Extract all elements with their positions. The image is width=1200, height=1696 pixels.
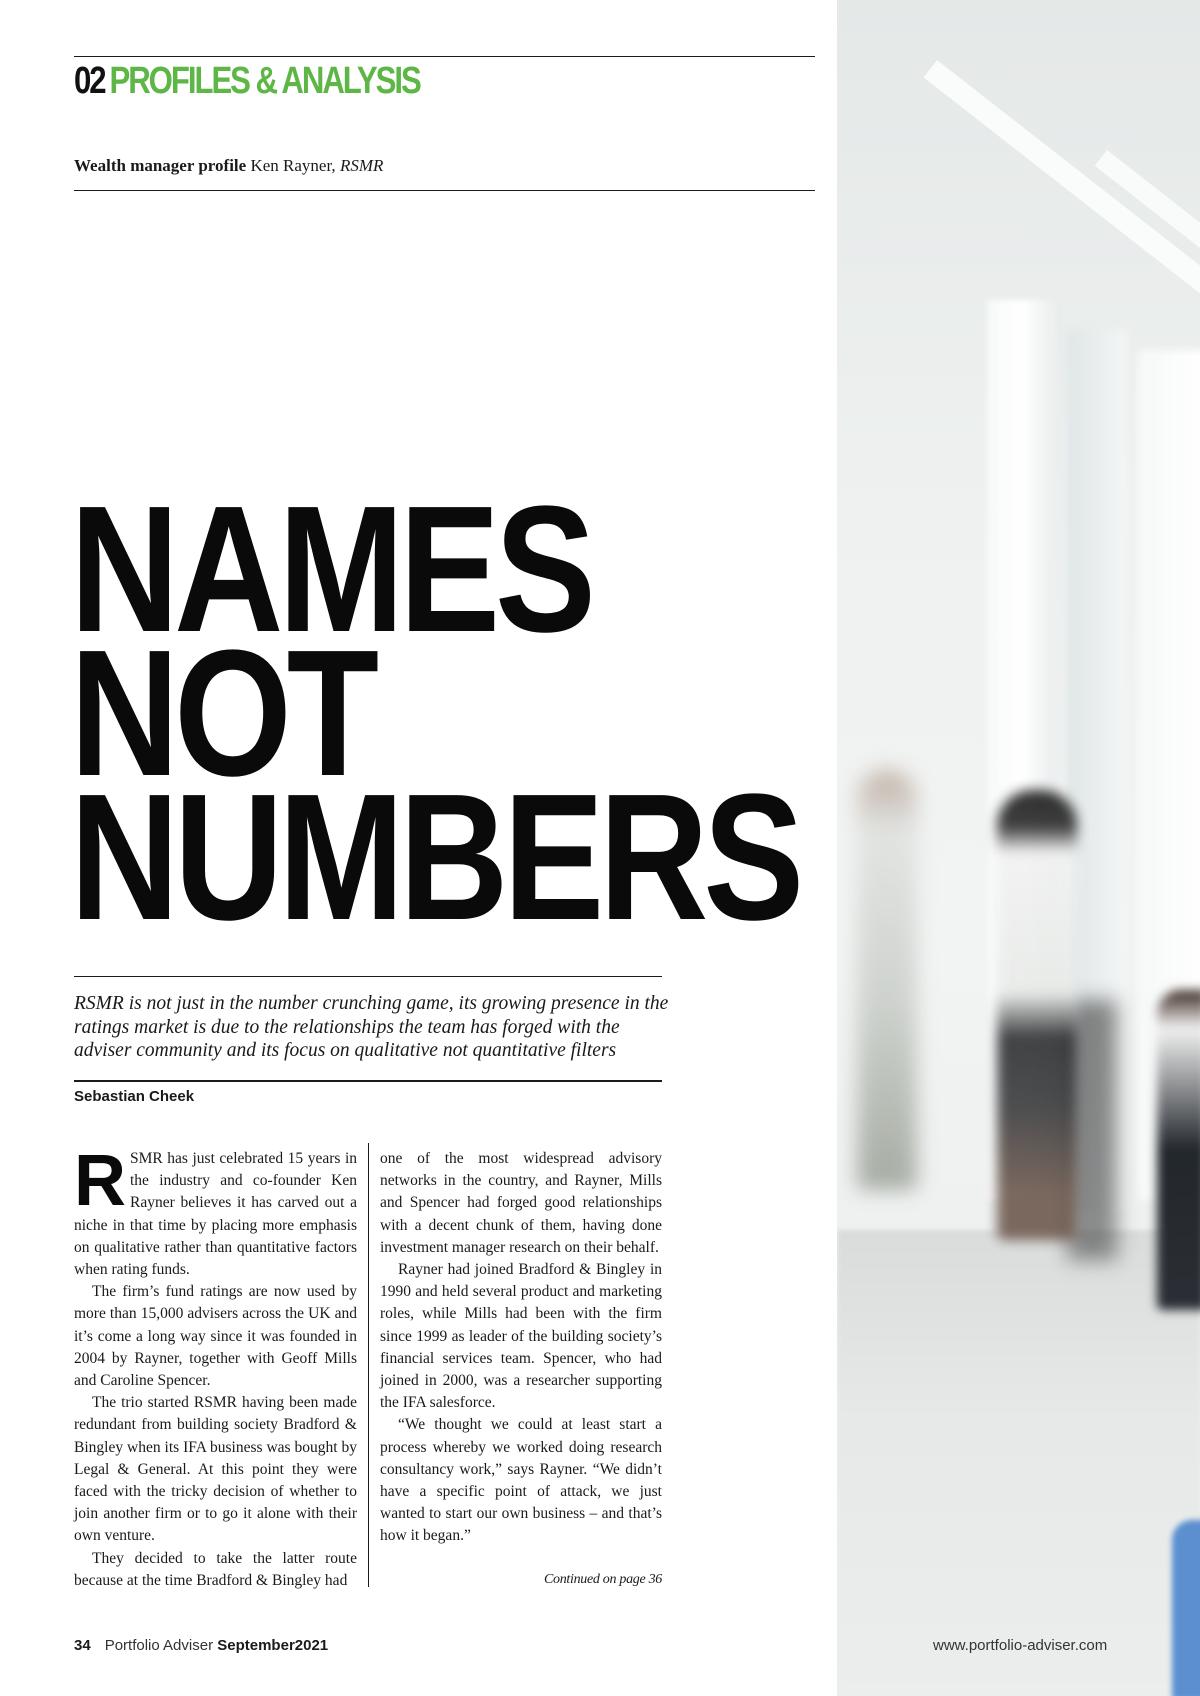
standfirst: RSMR is not just in the number crunching game, its growing presence in the ratings market is due to the relationships the team has forged with the adviser community and its focus on qualitative not quantitative filters: [74, 993, 669, 1061]
header-rule: [74, 190, 815, 191]
section-number: 02: [74, 60, 105, 102]
blurred-person: [997, 790, 1077, 1240]
website-url[interactable]: www.portfolio-adviser.com: [933, 1637, 1108, 1654]
blurred-person: [857, 770, 917, 1190]
page-number: 34: [74, 1637, 91, 1654]
column-divider: [368, 1143, 369, 1587]
issue-date: September2021: [217, 1637, 329, 1654]
headline: [70, 469, 800, 958]
paragraph-text: SMR has just celebrated 15 years in the industry and co-founder Ken Rayner believes it has carved out a niche in that time by placing more emphasis on qualitative rather than quantitative factors when rating funds.: [74, 1150, 357, 1279]
blurred-person: [1157, 990, 1200, 1310]
body-paragraph: The firm’s fund ratings are now used by more than 15,000 advisers across the UK and it’s come a long way since it was founded in 2004 by Rayner, together with Geoff Mills and Caroline Spencer.: [74, 1283, 357, 1390]
body-paragraph: “We thought we could at least start a process whereby we worked doing research consultancy work,” says Rayner. “We didn’t have a specific point of attack, we just wanted to start our own business – and that’s how it began.”: [380, 1416, 662, 1545]
office-floor: [837, 1230, 1200, 1696]
body-paragraph: They decided to take the latter route because at the time Bradford & Bingley had: [74, 1549, 357, 1589]
drop-cap: R: [74, 1141, 126, 1221]
profile-line: [74, 155, 383, 177]
headline-line: NAMES: [70, 469, 591, 670]
headline-line: NUMBERS: [70, 757, 800, 958]
body-column-left: [74, 1141, 357, 1592]
continued-note: Continued on page 36: [543, 1572, 662, 1587]
section-title: PROFILES & ANALYSIS: [109, 60, 420, 102]
body-paragraph: The trio started RSMR having been made redundant from building society Bradford & Bingley when its IFA business was bought by Legal & General. At this point they were faced with the tricky decision of whether to join another firm or to go it alone with their own venture.: [74, 1394, 357, 1545]
body-paragraph: one of the most widespread advisory networks in the country, and Rayner, Mills and Spencer had forged good relationships with a decent chunk of them, having done investment manager research on their behalf.: [380, 1150, 662, 1256]
publication-name: Portfolio Adviser: [104, 1637, 214, 1654]
page-footer: [74, 1637, 328, 1655]
body-paragraph: Rayner had joined Bradford & Bingley in 1990 and held several product and marketing roles, while Mills had been with the firm since 1999 as leader of the building society’s financial services team. Spencer, who had joined in 2000, was a researcher supporting the IFA salesforce.: [380, 1261, 662, 1412]
body-paragraph: [74, 1141, 357, 1281]
profile-name: Ken Rayner,: [250, 156, 336, 175]
top-rule: [74, 56, 815, 57]
blurred-person: [1172, 1520, 1200, 1696]
office-photo: [837, 0, 1200, 1696]
standfirst-top-rule: [74, 976, 662, 977]
body-column-right: [380, 1148, 662, 1548]
profile-label: Wealth manager profile: [74, 156, 247, 175]
byline: Sebastian Cheek: [74, 1088, 195, 1105]
standfirst-bottom-rule: [74, 1080, 662, 1082]
section-header: [74, 58, 420, 104]
headline-line: NOT: [70, 613, 375, 814]
profile-company: RSMR: [339, 156, 384, 175]
